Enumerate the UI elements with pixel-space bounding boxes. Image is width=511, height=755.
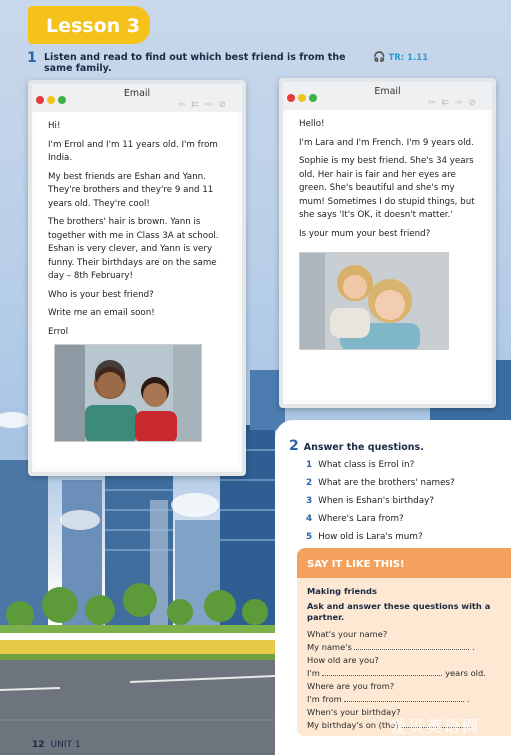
exercise-instruction: Listen and read to find out which best friend is from the same family. (44, 52, 346, 74)
email-paragraph: I'm Lara and I'm French. I'm 9 years old. (299, 137, 474, 148)
back-arrow-icon[interactable]: ⇦ (177, 100, 192, 110)
photo-two-boys (54, 344, 202, 442)
email-window-lara (279, 78, 496, 408)
page-footer (32, 740, 81, 750)
forward-arrow-icon[interactable]: ⇨ (454, 98, 469, 108)
email-body (36, 112, 238, 467)
say-it-line-text: My birthday's on (the) (307, 720, 399, 730)
question-item (306, 496, 434, 506)
say-it-heading: SAY IT LIKE THIS! (297, 548, 511, 578)
unit-label: UNIT 1 (50, 740, 81, 750)
page-number: 12 (32, 740, 45, 750)
photo-mother-daughter (299, 252, 449, 350)
block-icon[interactable]: ⊘ (218, 100, 232, 110)
email-paragraph: Sophie is my best friend. She's 34 years old. Her hair is fair and her eyes are green. She's beautiful and she's my mum! Sometimes I do stupid things, but she says 'It's OK, it doesn't matter.' (299, 156, 475, 220)
email-title: Email (123, 88, 151, 99)
headphones-icon: 🎧 (373, 52, 386, 63)
say-it-line-text: My name's (307, 642, 352, 652)
say-it-line-text: I'm from (307, 694, 342, 704)
email-paragraph: Hello! (299, 119, 325, 129)
say-it-line-text: years old. (445, 668, 486, 678)
question-item (306, 514, 404, 524)
block-icon[interactable]: ⊘ (468, 98, 482, 108)
say-it-line-text: I'm (307, 668, 320, 678)
question-number: 3 (306, 496, 313, 506)
say-it-line: When's your birthday? (307, 707, 401, 717)
audio-track[interactable] (373, 52, 428, 63)
forward-arrow-icon[interactable]: ⇨ (204, 100, 219, 110)
say-it-task: Ask and answer these questions with a partner. (307, 601, 491, 622)
say-it-line: My name's . (307, 642, 475, 652)
question-text: Where's Lara from? (318, 514, 404, 524)
say-it-line: Where are you from? (307, 681, 395, 691)
email-title: Email (374, 86, 401, 97)
say-it-line: I'm from . (307, 694, 470, 704)
question-number: 2 (306, 478, 313, 488)
answer-heading-text: Answer the questions. (303, 442, 424, 453)
email-paragraph: Who is your best friend? (48, 289, 154, 300)
question-text: What are the brothers' names? (318, 478, 455, 488)
email-paragraph: I'm Errol and I'm 11 years old. I'm from India. (48, 139, 218, 163)
question-number: 1 (306, 460, 313, 470)
exercise-number: 1 (27, 50, 37, 66)
reply-all-icon[interactable]: ⇇ (191, 100, 205, 110)
say-it-like-this-box (297, 548, 511, 736)
answer-heading (289, 438, 424, 454)
question-item (306, 478, 455, 488)
email-paragraph: My best friends are Eshan and Yann. They're brothers and they're 9 and 11 years old. They're cool! (48, 171, 214, 209)
question-text: How old is Lara's mum? (318, 532, 423, 542)
email-nav-icons (428, 98, 482, 108)
lesson-tab (28, 6, 150, 44)
say-it-line: What's your name? (307, 629, 388, 639)
question-item (306, 532, 423, 542)
say-it-subheading: Making friends (307, 586, 377, 596)
email-paragraph: Write me an email soon! (48, 308, 155, 318)
question-text: When is Eshan's birthday? (318, 496, 435, 506)
email-titlebar (32, 84, 242, 112)
email-body (287, 110, 488, 400)
email-paragraph: Hi! (48, 121, 61, 131)
email-window-errol (28, 80, 246, 476)
email-signature: Errol (48, 326, 69, 337)
question-text: What class is Errol in? (318, 460, 415, 470)
exercise-number: 2 (289, 438, 299, 454)
email-paragraph: The brothers' hair is brown. Yann is together with me in Class 3A at school. Eshan is very clever, and Yann is very funny. Their birthdays are on the same day – 8th February! (48, 217, 219, 281)
email-titlebar (283, 82, 492, 110)
answer-blank[interactable] (354, 642, 469, 650)
say-it-line: How old are you? (307, 655, 379, 665)
question-item (306, 460, 414, 470)
back-arrow-icon[interactable]: ⇦ (427, 98, 442, 108)
watermark: 爱贝英语网 (390, 717, 481, 736)
answer-blank[interactable] (322, 668, 442, 676)
email-nav-icons (178, 100, 232, 110)
say-it-line (307, 668, 486, 678)
audio-track-label: TR: 1.11 (388, 53, 429, 63)
lesson-title: Lesson 3 (46, 15, 141, 37)
reply-all-icon[interactable]: ⇇ (441, 98, 455, 108)
answer-blank[interactable] (344, 694, 464, 702)
question-number: 4 (306, 514, 313, 524)
email-paragraph: Is your mum your best friend? (299, 228, 431, 239)
question-number: 5 (306, 532, 313, 542)
